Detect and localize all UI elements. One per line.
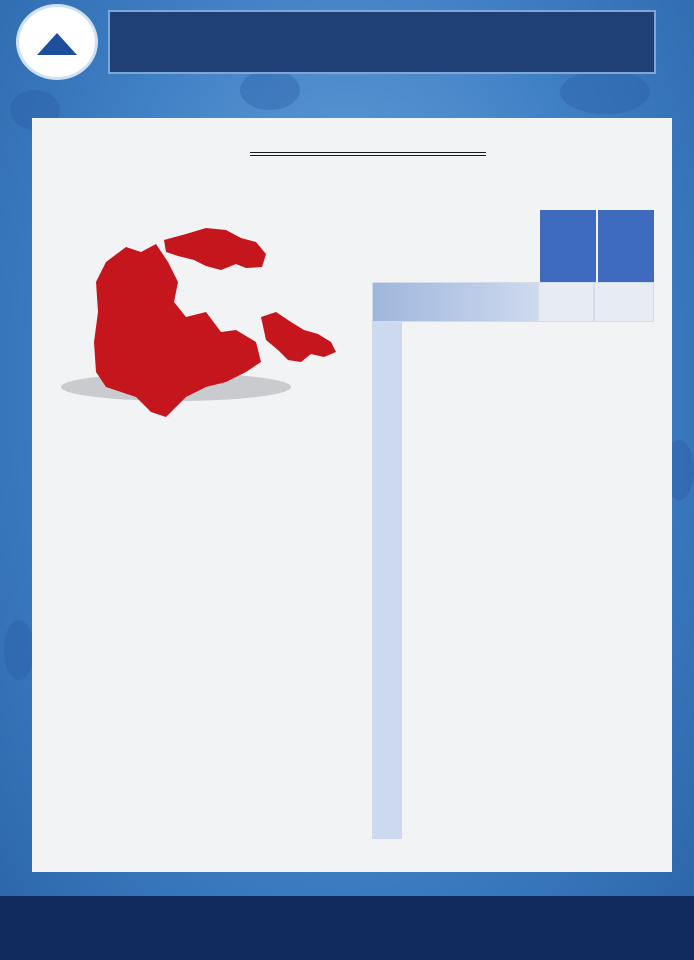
avatar-strip <box>14 898 680 936</box>
non-cluster-label <box>372 282 538 322</box>
cluster-side-bar <box>372 322 402 839</box>
non-cluster-baru <box>538 282 594 322</box>
logo <box>16 4 98 80</box>
header-kes-baharu <box>540 210 596 282</box>
district-map-icon <box>56 222 346 422</box>
virus-decoration <box>560 70 650 114</box>
virus-decoration <box>240 70 300 110</box>
header-jumlah-kes <box>598 210 654 282</box>
state-logo-icon <box>37 33 77 55</box>
virus-decoration <box>4 620 34 680</box>
page-title <box>108 10 656 74</box>
district-title <box>250 152 486 156</box>
footer-hashtags <box>0 936 694 960</box>
non-cluster-jumlah <box>594 282 654 322</box>
non-cluster-row <box>372 282 654 322</box>
